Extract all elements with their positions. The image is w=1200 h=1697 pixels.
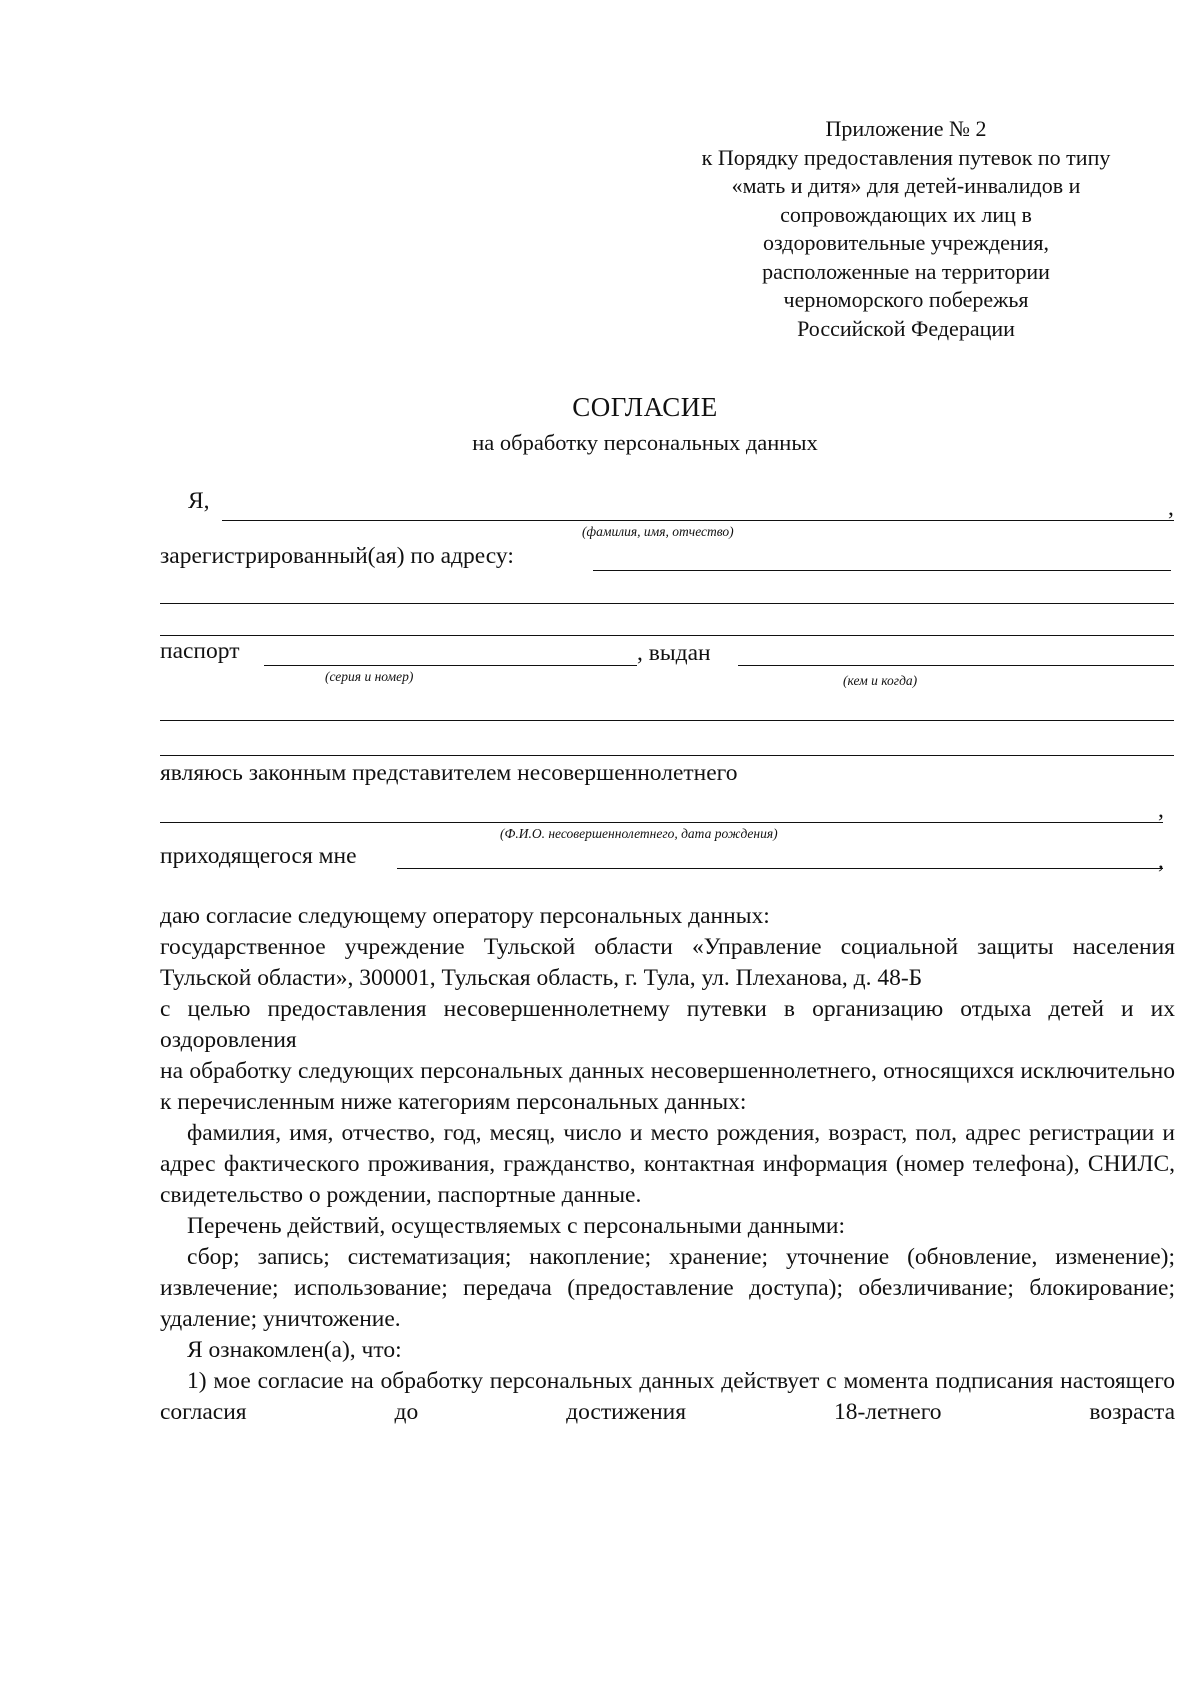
appendix-header [656, 115, 1156, 343]
data-categories-intro: на обработку следующих персональных данных несовершеннолетнего, относящихся исключительно к перечисленным ниже категориям персональных данных: [160, 1058, 1175, 1115]
issued-by-line-3[interactable] [160, 755, 1174, 756]
name-comma: , [1168, 495, 1174, 521]
issued-hint: (кем и когда) [843, 673, 918, 688]
document-title: СОГЛАСИЕ [572, 392, 718, 422]
name-field-line[interactable] [222, 520, 1174, 521]
relation-label: приходящегося мне [160, 843, 357, 869]
data-categories-list: фамилия, имя, отчество, год, месяц, число и место рождения, возраст, пол, адрес регистрации и адрес фактического проживания, гражданство, контактная информация (номер телефона), СНИЛС, свидетельство о рождении, паспортные данные. [160, 1120, 1175, 1208]
address-field-line-3[interactable] [160, 635, 1174, 636]
address-field-line[interactable] [593, 570, 1171, 571]
relation-field-line[interactable] [397, 868, 1163, 869]
actions-list: сбор; запись; систематизация; накопление; хранение; уточнение (обновление, изменение); извлечение; использование; передача (предоставление доступа); обезличивание; блокирование; удаление; уничтожение. [160, 1244, 1175, 1332]
acknowledgement-item-1: 1) мое согласие на обработку персональных данных действует с момента подписания настоящего согласия до достижения 18-летнего возраста [160, 1368, 1175, 1425]
consent-operator-intro: даю согласие следующему оператору персональных данных: [160, 903, 770, 929]
processing-purpose: с целью предоставления несовершеннолетнему путевки в организацию отдыха детей и их оздоровления [160, 996, 1175, 1053]
document-subtitle: на обработку персональных данных [472, 430, 818, 455]
appendix-line: оздоровительные учреждения, [762, 230, 1049, 255]
appendix-line: Российской Федерации [797, 315, 1015, 341]
representative-label: являюсь законным представителем несовершеннолетнего [160, 760, 738, 786]
minor-field-line[interactable] [160, 822, 1163, 823]
passport-hint: (серия и номер) [325, 669, 414, 684]
name-hint: (фамилия, имя, отчество) [582, 524, 734, 539]
appendix-line: сопровождающих их лиц в [780, 201, 1032, 227]
address-field-line-2[interactable] [160, 603, 1174, 604]
name-prefix: Я, [188, 488, 210, 514]
address-label: зарегистрированный(ая) по адресу: [160, 543, 514, 569]
appendix-line: «мать и дитя» для детей-инвалидов и [731, 173, 1081, 198]
consent-body [160, 901, 1175, 1428]
issued-by-line[interactable] [738, 665, 1174, 666]
minor-hint: (Ф.И.О. несовершеннолетнего, дата рождения) [500, 826, 778, 841]
issued-by-line-2[interactable] [160, 720, 1174, 721]
appendix-line: расположенные на территории [762, 258, 1050, 284]
appendix-line: к Порядку предоставления путевок по типу [701, 144, 1111, 170]
actions-intro: Перечень действий, осуществляемых с персональными данными: [187, 1213, 846, 1239]
passport-label: паспорт [160, 638, 240, 664]
issued-label: , выдан [637, 640, 711, 666]
operator-details: государственное учреждение Тульской области «Управление социальной защиты населения Тульской области», 300001, Тульская область, г. Тула, ул. Плеханова, д. 48-Б [160, 934, 1175, 991]
acknowledgement-intro: Я ознакомлен(а), что: [187, 1337, 402, 1363]
minor-comma: , [1158, 797, 1164, 823]
passport-number-line[interactable] [264, 665, 637, 666]
relation-comma: , [1158, 848, 1164, 874]
appendix-line: черноморского побережья [783, 287, 1029, 312]
appendix-line: Приложение № 2 [825, 116, 987, 141]
